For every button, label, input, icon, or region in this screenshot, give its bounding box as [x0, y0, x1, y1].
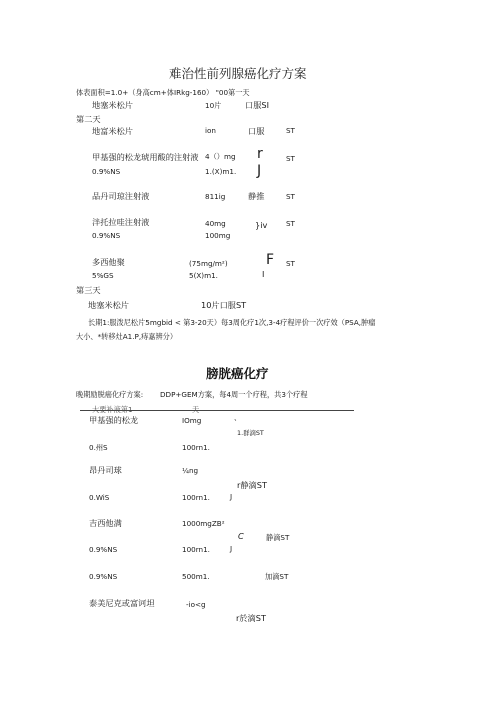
drug-route: 加滴ST — [265, 572, 289, 581]
drug-dose: 40mg — [205, 219, 226, 228]
drug-note: ST — [286, 126, 295, 135]
diluent-name: 0.WiS — [89, 493, 110, 502]
drug-note: ST — [286, 154, 295, 163]
drug-name: 甲基强的松龙 — [89, 415, 139, 425]
section1-title: 难治性前列腺癌化疗方案 — [169, 66, 307, 81]
day3-drug-name: 地塞米松片 — [88, 300, 129, 310]
bracket-mark: J — [257, 163, 262, 179]
drug-route: 静推 — [248, 191, 265, 201]
regimen-label: 晚期励脱癌化疗方案: — [76, 390, 144, 399]
drug-note: ST — [286, 259, 295, 268]
diluent-name: 0.9%NS — [89, 545, 118, 554]
diluent-dose: 100rn1. — [182, 545, 210, 554]
section2-title: 膀胱癌化疗 — [206, 366, 269, 381]
drug-name: 多西他聚 — [92, 257, 125, 267]
day3-label: 第三天 — [76, 285, 101, 295]
diluent-dose: 1.(X)m1. — [205, 167, 237, 176]
bracket-mark: I — [262, 269, 265, 279]
bracket-mark: F — [266, 252, 275, 268]
drug-dose: ¼ng — [182, 466, 199, 475]
regimen-desc: DDP+GEM方案，每4周一个疗程，共3个疗程 — [160, 390, 308, 399]
drug-name: 泰美尼克或富诃坦 — [89, 598, 155, 608]
day3-drug-dose: 10片口服ST — [201, 300, 247, 310]
diluent-dose: 500m1. — [182, 572, 210, 581]
diluent-name: 0.州S — [89, 443, 108, 452]
drug-dose: 1000mgZB² — [182, 519, 225, 528]
diluent-name: 5%GS — [92, 271, 114, 280]
drug-route: r静滴ST — [237, 480, 267, 490]
drug-name: 地富米松片 — [92, 126, 133, 136]
diluent-dose: 100rn1. — [182, 443, 210, 452]
day1-drug-name: 地塞米松片 — [92, 100, 133, 110]
day1-drug-dose: 10片 — [205, 101, 222, 110]
diluent-name: 0.9%NS — [89, 572, 118, 581]
drug-name: 吉西他满 — [89, 518, 122, 528]
drug-route: 口服 — [248, 126, 265, 136]
day1-drug-route: 口服SI — [245, 100, 269, 110]
bracket-mark: C — [238, 531, 244, 541]
diluent-name: 0.9%NS — [92, 167, 121, 176]
drug-name: 甲基强的松龙琥用酸的注射液 — [92, 152, 199, 162]
longterm-line-2: 大小、*转移灶A1.P,痔嘉辨分） — [76, 332, 178, 341]
drug-note: ST — [286, 219, 295, 228]
drug-dose: ion — [205, 126, 216, 135]
diluent-name: 0.9%NS — [92, 231, 121, 240]
bsa-formula-line: 体表面积=1.0+（身高cm+体IRkg-160） "00第一天 — [76, 88, 250, 97]
drug-dose: IOmg — [182, 416, 202, 425]
bracket-mark: J — [230, 544, 233, 553]
drug-note: ST — [286, 192, 295, 201]
day2-label: 第二天 — [76, 114, 101, 124]
diluent-dose: 100rn1. — [182, 493, 210, 502]
longterm-line-1: 长期1:服泼尼松片5mgbid < 第3-20天）每3周化疗1次,3-4疗程评价一次疗效（PSA,肿瘤 — [88, 318, 376, 327]
drug-name: 昂丹司球 — [89, 465, 122, 475]
drug-route: 1.群滴ST — [237, 429, 264, 437]
drug-route: r於滴ST — [236, 613, 266, 623]
bracket-mark: 、 — [234, 413, 242, 422]
diluent-dose: 100mg — [205, 231, 231, 240]
section-divider — [80, 410, 354, 411]
drug-route: }iv — [255, 220, 268, 230]
drug-dose: 4（）mg — [205, 152, 236, 161]
bracket-mark: J — [230, 492, 233, 501]
diluent-dose: 5(X)m1. — [189, 271, 218, 280]
drug-dose: (75mg/m²) — [189, 259, 228, 268]
drug-route: 静滴ST — [266, 533, 290, 542]
drug-name: 品丹司琼注射液 — [92, 191, 150, 201]
bracket-mark: r — [257, 146, 263, 162]
drug-name: 泮托拉哇注射液 — [92, 217, 150, 227]
drug-dose: 811ig — [205, 192, 226, 201]
drug-dose: -io<g — [186, 600, 206, 609]
